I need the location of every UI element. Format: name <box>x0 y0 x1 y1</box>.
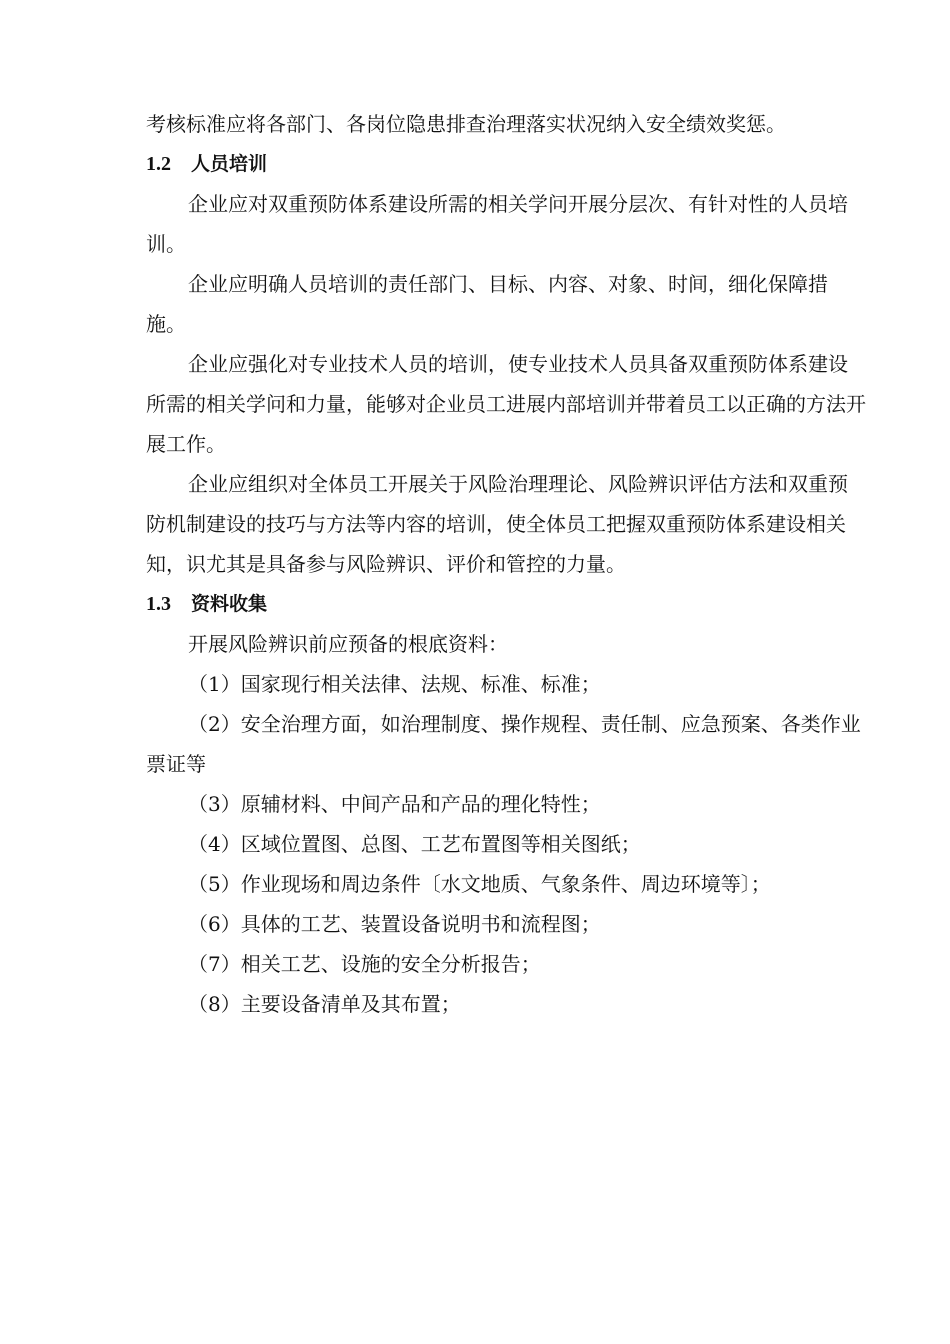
list-item: （3）原辅材料、中间产品和产品的理化特性； <box>188 792 601 816</box>
list-item: （8）主要设备清单及其布置； <box>188 992 461 1016</box>
materials-list <box>146 664 866 1024</box>
list-item: （1）国家现行相关法律、法规、标准、标准； <box>188 672 601 696</box>
section-title: 资料收集 <box>191 593 268 615</box>
paragraph-materials-intro: 开展风险辨识前应预备的根底资料： <box>188 632 508 656</box>
section-number: 1.2 <box>146 153 171 175</box>
paragraph-training-3: 企业应强化对专业技术人员的培训，使专业技术人员具备双重预防体系建设所需的相关学问和力量，能够对企业员工进展内部培训并带着员工以正确的方法开展工作。 <box>146 352 866 456</box>
paragraph-training-1: 企业应对双重预防体系建设所需的相关学问开展分层次、有针对性的人员培训。 <box>146 192 848 256</box>
list-item: （2）安全治理方面，如治理制度、操作规程、责任制、应急预案、各类作业票证等 <box>146 712 861 776</box>
document-body <box>146 104 866 1024</box>
section-heading-1-3 <box>146 584 866 624</box>
paragraph-training-2: 企业应明确人员培训的责任部门、目标、内容、对象、时间，细化保障措施。 <box>146 272 828 336</box>
section-number: 1.3 <box>146 593 171 615</box>
section-heading-1-2 <box>146 144 866 184</box>
paragraph-assessment: 考核标准应将各部门、各岗位隐患排查治理落实状况纳入安全绩效奖惩。 <box>146 112 786 136</box>
list-item: （6）具体的工艺、装置设备说明书和流程图； <box>188 912 601 936</box>
list-item: （4）区域位置图、总图、工艺布置图等相关图纸； <box>188 832 641 856</box>
list-item: （7）相关工艺、设施的安全分析报告； <box>188 952 541 976</box>
section-title: 人员培训 <box>191 153 268 175</box>
list-item: （5）作业现场和周边条件〔水文地质、气象条件、周边环境等〕； <box>188 872 771 896</box>
paragraph-training-4: 企业应组织对全体员工开展关于风险治理理论、风险辨识评估方法和双重预防机制建设的技巧与方法等内容的培训，使全体员工把握双重预防体系建设相关知，识尤其是具备参与风险辨识、评价和管控的力量。 <box>146 472 848 576</box>
